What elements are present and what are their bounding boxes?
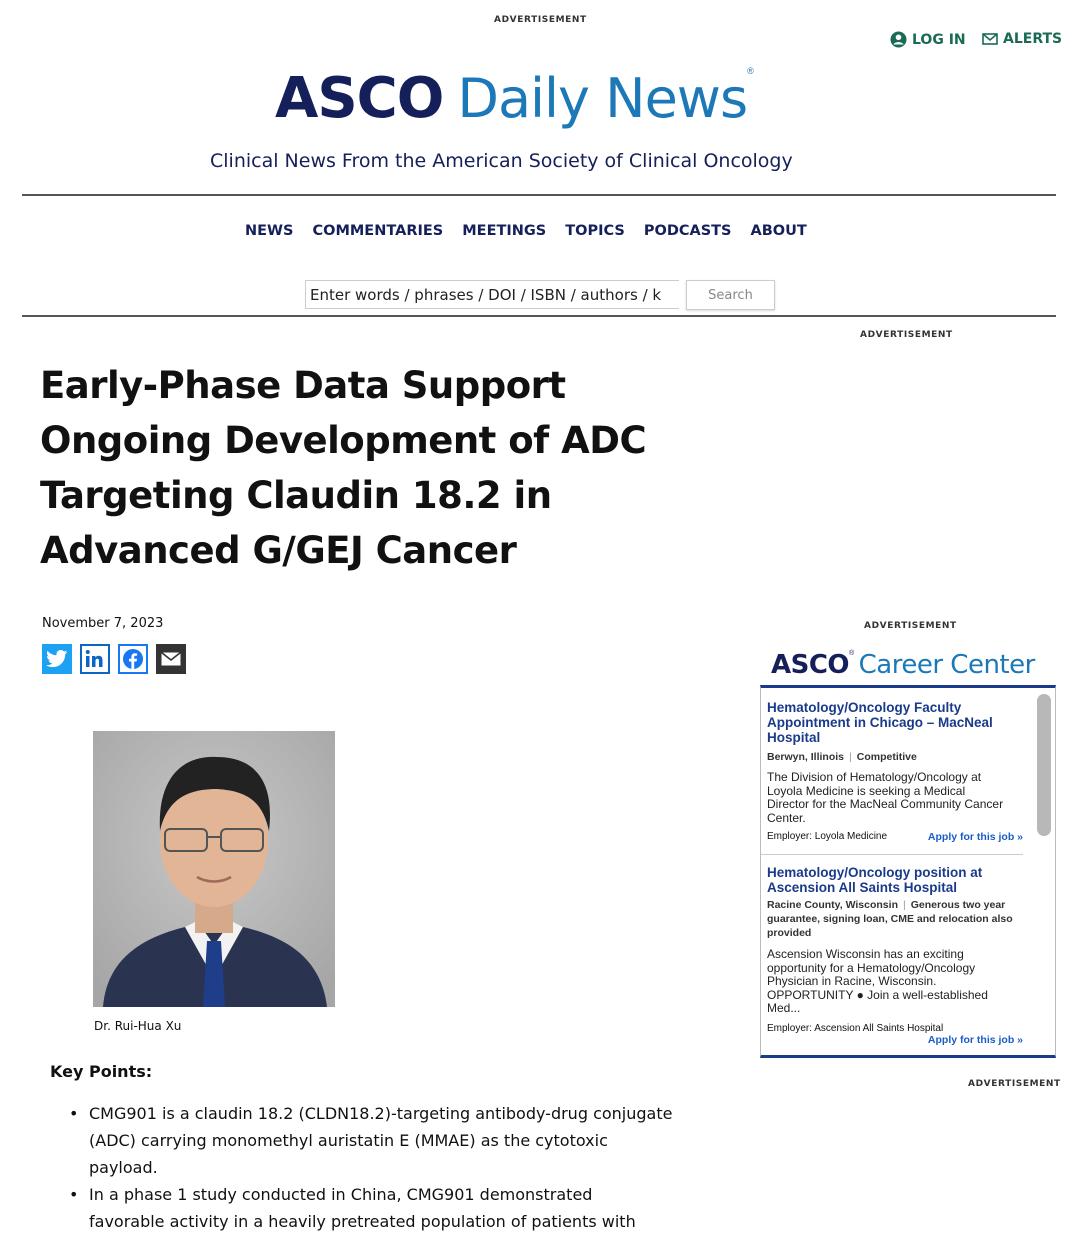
nav-item-news[interactable]: NEWS: [245, 223, 294, 239]
job-title-link[interactable]: [767, 865, 1023, 895]
job-title-line: Ascension All Saints Hospital: [767, 880, 958, 895]
career-center-logo-asco: ASCO: [771, 650, 850, 680]
key-point-line: payload.: [89, 1158, 158, 1177]
key-point-line: • In a phase 1 study conducted in China, CMG901 demonstrated: [89, 1185, 593, 1204]
login-link[interactable]: [890, 31, 966, 48]
headline-line: Ongoing Development of ADC: [40, 419, 647, 462]
user-icon: [890, 31, 907, 48]
nav-item-topics[interactable]: TOPICS: [565, 223, 625, 239]
nav-item-meetings[interactable]: MEETINGS: [462, 223, 547, 239]
header-divider: [22, 194, 1056, 196]
job-desc-line: Loyola Medicine is seeking a Medical: [767, 783, 966, 798]
job-title-line: Hematology/Oncology Faculty: [767, 700, 962, 715]
job-title-line: Hematology/Oncology position at: [767, 865, 983, 880]
career-center-registered-mark: ®: [849, 650, 855, 657]
logo-asco: ASCO: [275, 66, 444, 131]
facebook-icon: [122, 648, 144, 670]
share-buttons: [42, 644, 186, 674]
logo-daily-news: Daily News: [457, 67, 748, 130]
job-meta: [767, 750, 1023, 764]
twitter-icon: [46, 650, 68, 668]
job-desc-line: Center.: [767, 810, 806, 825]
key-point-item: [89, 1181, 709, 1235]
side-ad-label-1: ADVERTISEMENT: [860, 330, 953, 340]
side-ad-label-3: ADVERTISEMENT: [968, 1079, 1061, 1089]
site-tagline: Clinical News From the American Society of Clinical Oncology: [210, 150, 793, 172]
job-desc-line: opportunity for a Hematology/Oncology: [767, 960, 976, 975]
twitter-share-button[interactable]: [42, 644, 72, 674]
login-label: LOG IN: [912, 31, 966, 48]
job-description: [767, 771, 1023, 825]
linkedin-icon: [85, 649, 105, 669]
headline-line: Early-Phase Data Support: [40, 364, 566, 407]
search-input[interactable]: [305, 280, 679, 309]
job-compensation: Competitive: [856, 751, 917, 763]
job-footer: [767, 831, 1023, 843]
career-center-widget: [760, 685, 1056, 1058]
job-meta: [767, 898, 1023, 940]
job-desc-line: Physician in Racine, Wisconsin.: [767, 974, 937, 988]
search-divider: [22, 315, 1056, 317]
job-compensation-line: provided: [767, 927, 812, 939]
author-photo: [93, 731, 335, 1007]
job-divider: [761, 854, 1023, 855]
key-point-line: (ADC) carrying monomethyl auristatin E (MMAE) as the cytotoxic: [89, 1131, 608, 1150]
job-listing: [767, 700, 1023, 843]
key-points-list: [89, 1100, 709, 1235]
article-headline: [40, 358, 720, 578]
career-center-logo[interactable]: [771, 650, 1035, 680]
main-nav: [245, 223, 807, 239]
nav-item-podcasts[interactable]: PODCASTS: [643, 223, 732, 239]
job-listing: [767, 865, 1023, 1046]
job-description: [767, 948, 1023, 1016]
search-button[interactable]: Search: [686, 280, 775, 310]
email-share-button[interactable]: [156, 644, 186, 674]
job-title-line: Appointment in Chicago – MacNeal: [767, 715, 993, 730]
widget-scrollbar-thumb[interactable]: [1037, 694, 1051, 836]
photo-caption: Dr. Rui-Hua Xu: [94, 1019, 182, 1033]
job-employer: Employer: Ascension All Saints Hospital: [767, 1022, 944, 1034]
logo-registered-mark: ®: [747, 66, 754, 76]
apply-job-link[interactable]: Apply for this job »: [927, 1033, 1023, 1046]
job-location: Racine County, Wisconsin: [767, 899, 898, 911]
meta-separator: |: [849, 751, 852, 763]
job-title-line: Hospital: [767, 730, 821, 745]
meta-separator: |: [902, 899, 906, 911]
key-points-title: Key Points:: [50, 1062, 153, 1081]
email-icon: [161, 652, 181, 666]
facebook-share-button[interactable]: [118, 644, 148, 674]
job-desc-line: Med...: [767, 1001, 801, 1015]
job-desc-line: The Division of Hematology/Oncology at: [767, 770, 982, 784]
nav-item-about[interactable]: ABOUT: [750, 223, 807, 239]
key-point-line: favorable activity in a heavily pretreated population of patients with: [89, 1212, 636, 1231]
job-employer: Employer: Loyola Medicine: [767, 831, 888, 842]
article-date: November 7, 2023: [42, 616, 164, 631]
site-logo[interactable]: [275, 66, 754, 131]
portrait-image: [93, 731, 335, 1007]
job-compensation: Generous two year: [910, 899, 1006, 911]
headline-line: Targeting Claudin 18.2 in: [40, 474, 552, 517]
key-point-item: [89, 1100, 709, 1181]
top-ad-label: ADVERTISEMENT: [494, 15, 587, 25]
nav-item-commentaries[interactable]: COMMENTARIES: [312, 223, 444, 239]
alerts-label: ALERTS: [1003, 31, 1063, 47]
apply-job-link[interactable]: Apply for this job »: [927, 831, 1023, 843]
career-center-logo-text: Career Center: [858, 650, 1035, 680]
key-point-line: • CMG901 is a claudin 18.2 (CLDN18.2)-targeting antibody-drug conjugate: [89, 1104, 673, 1123]
headline-line: Advanced G/GEJ Cancer: [40, 529, 517, 572]
envelope-icon: [982, 33, 998, 45]
job-desc-line: Director for the MacNeal Community Cancer: [767, 797, 1004, 811]
job-location: Berwyn, Illinois: [767, 751, 845, 763]
side-ad-label-2: ADVERTISEMENT: [864, 621, 957, 631]
job-title-link[interactable]: [767, 700, 1023, 745]
job-desc-line: OPPORTUNITY ● Join a well-established: [767, 987, 988, 1002]
job-desc-line: Ascension Wisconsin has an exciting: [767, 947, 964, 961]
linkedin-share-button[interactable]: [80, 644, 110, 674]
alerts-link[interactable]: [982, 31, 1062, 47]
job-compensation-line: guarantee, signing loan, CME and relocation also: [767, 913, 1013, 925]
